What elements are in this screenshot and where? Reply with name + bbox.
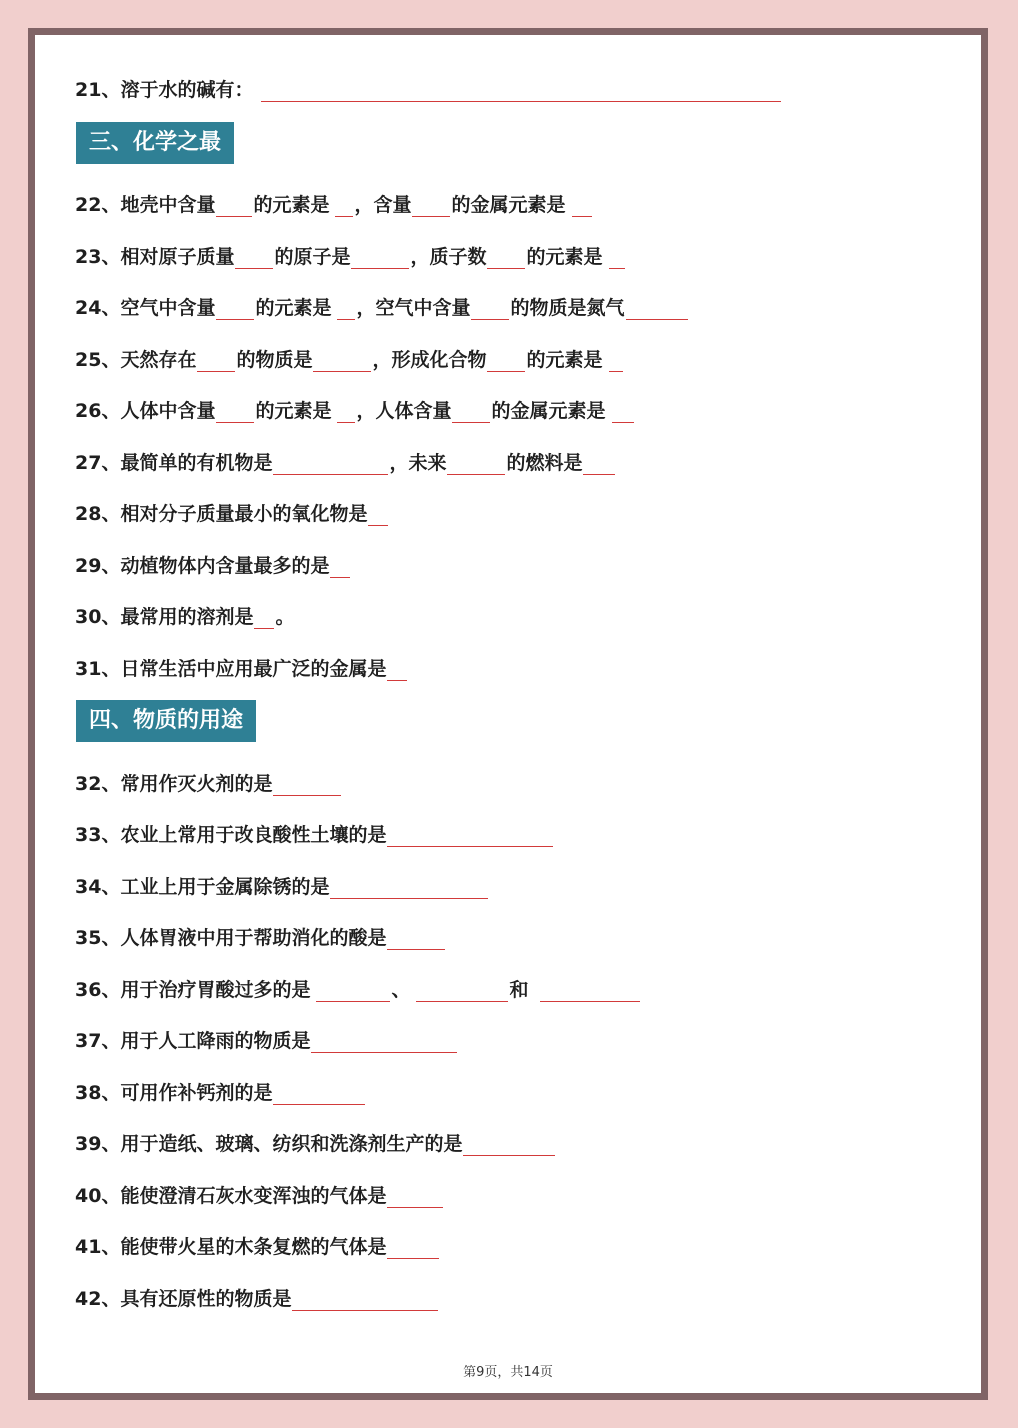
answer-blank[interactable] <box>197 352 235 372</box>
question-23-text-4: 的元素是 <box>526 246 603 268</box>
answer-blank[interactable] <box>235 249 273 269</box>
question-26 <box>75 393 635 423</box>
question-23-text-1: 23、相对原子质量 <box>75 246 235 268</box>
question-41-text: 41、能使带火星的木条复燃的气体是 <box>75 1236 387 1258</box>
question-27-text-3: 的燃料是 <box>506 452 583 474</box>
section-heading-3: 三、化学之最 <box>76 122 234 164</box>
question-26-text-4: 的金属元素是 <box>491 400 606 422</box>
answer-blank[interactable] <box>335 197 353 217</box>
question-33-text: 33、农业上常用于改良酸性土壤的是 <box>75 824 387 846</box>
answer-blank[interactable] <box>311 1033 457 1053</box>
question-28 <box>75 496 389 526</box>
question-35-text: 35、人体胃液中用于帮助消化的酸是 <box>75 927 387 949</box>
question-23-text-3: ，质子数 <box>410 246 487 268</box>
answer-blank[interactable] <box>612 403 634 423</box>
answer-blank[interactable] <box>387 1188 443 1208</box>
question-40-text: 40、能使澄清石灰水变浑浊的气体是 <box>75 1185 387 1207</box>
question-25-text-2: 的物质是 <box>236 349 313 371</box>
question-41 <box>75 1229 440 1259</box>
question-34-text: 34、工业上用于金属除锈的是 <box>75 876 330 898</box>
answer-blank[interactable] <box>273 455 388 475</box>
question-21-text: 21、溶于水的碱有： <box>75 79 254 101</box>
question-31-text: 31、日常生活中应用最广泛的金属是 <box>75 658 387 680</box>
answer-blank[interactable] <box>337 403 355 423</box>
question-35 <box>75 920 446 950</box>
question-36-text-2: 、 <box>391 979 411 1001</box>
answer-blank[interactable] <box>351 249 409 269</box>
question-39-text: 39、用于造纸、玻璃、纺织和洗涤剂生产的是 <box>75 1133 463 1155</box>
answer-blank[interactable] <box>387 1239 439 1259</box>
answer-blank[interactable] <box>487 352 525 372</box>
answer-blank[interactable] <box>609 249 625 269</box>
answer-blank[interactable] <box>368 506 388 526</box>
answer-blank[interactable] <box>626 300 688 320</box>
question-37 <box>75 1023 458 1053</box>
question-21 <box>75 72 782 102</box>
document-page <box>35 35 981 1393</box>
question-26-text-1: 26、人体中含量 <box>75 400 216 422</box>
question-25 <box>75 342 624 372</box>
page-footer: 第9页，共14页 <box>463 1365 553 1380</box>
answer-blank[interactable] <box>540 982 640 1002</box>
question-40 <box>75 1178 444 1208</box>
question-31 <box>75 651 408 681</box>
question-22 <box>75 187 593 217</box>
answer-blank[interactable] <box>216 300 254 320</box>
answer-blank[interactable] <box>261 82 781 102</box>
answer-blank[interactable] <box>387 661 407 681</box>
question-42-text: 42、具有还原性的物质是 <box>75 1288 292 1310</box>
answer-blank[interactable] <box>273 776 341 796</box>
answer-blank[interactable] <box>572 197 592 217</box>
question-24-text-2: 的元素是 <box>255 297 332 319</box>
question-37-text: 37、用于人工降雨的物质是 <box>75 1030 311 1052</box>
answer-blank[interactable] <box>330 558 350 578</box>
question-26-text-2: 的元素是 <box>255 400 332 422</box>
question-23-text-2: 的原子是 <box>274 246 351 268</box>
answer-blank[interactable] <box>416 982 508 1002</box>
question-27-text-1: 27、最简单的有机物是 <box>75 452 273 474</box>
answer-blank[interactable] <box>216 197 252 217</box>
question-33 <box>75 817 554 847</box>
question-42 <box>75 1281 439 1311</box>
question-28-text: 28、相对分子质量最小的氧化物是 <box>75 503 368 525</box>
question-24 <box>75 290 689 320</box>
section-heading-4: 四、物质的用途 <box>76 700 256 742</box>
question-29 <box>75 548 351 578</box>
answer-blank[interactable] <box>254 609 274 629</box>
question-34 <box>75 869 489 899</box>
answer-blank[interactable] <box>583 455 615 475</box>
question-30-text: 30、最常用的溶剂是 <box>75 606 254 628</box>
answer-blank[interactable] <box>452 403 490 423</box>
question-36-text-3: 和 <box>509 979 529 1001</box>
question-25-text-4: 的元素是 <box>526 349 603 371</box>
answer-blank[interactable] <box>387 827 553 847</box>
question-25-text-3: ，形成化合物 <box>372 349 487 371</box>
answer-blank[interactable] <box>609 352 623 372</box>
answer-blank[interactable] <box>292 1291 438 1311</box>
question-24-text-1: 24、空气中含量 <box>75 297 216 319</box>
answer-blank[interactable] <box>463 1136 555 1156</box>
question-22-text-3: ，含量 <box>354 194 412 216</box>
answer-blank[interactable] <box>273 1085 365 1105</box>
answer-blank[interactable] <box>487 249 525 269</box>
page-frame <box>28 28 988 1400</box>
answer-blank[interactable] <box>447 455 505 475</box>
answer-blank[interactable] <box>471 300 509 320</box>
answer-blank[interactable] <box>412 197 450 217</box>
answer-blank[interactable] <box>330 879 488 899</box>
answer-blank[interactable] <box>316 982 390 1002</box>
question-23 <box>75 239 626 269</box>
answer-blank[interactable] <box>337 300 355 320</box>
question-38 <box>75 1075 366 1105</box>
question-25-text-1: 25、天然存在 <box>75 349 197 371</box>
question-27-text-2: ，未来 <box>389 452 447 474</box>
question-38-text: 38、可用作补钙剂的是 <box>75 1082 273 1104</box>
answer-blank[interactable] <box>313 352 371 372</box>
answer-blank[interactable] <box>387 930 445 950</box>
question-29-text: 29、动植物体内含量最多的是 <box>75 555 330 577</box>
question-36-text-1: 36、用于治疗胃酸过多的是 <box>75 979 311 1001</box>
question-30 <box>75 599 294 629</box>
question-22-text-1: 22、地壳中含量 <box>75 194 216 216</box>
question-32-text: 32、常用作灭火剂的是 <box>75 773 273 795</box>
question-26-text-3: ，人体含量 <box>356 400 452 422</box>
question-24-text-3: ，空气中含量 <box>356 297 471 319</box>
question-32 <box>75 766 342 796</box>
question-22-text-4: 的金属元素是 <box>451 194 566 216</box>
question-24-text-4: 的物质是氮气 <box>510 297 625 319</box>
question-27 <box>75 445 616 475</box>
answer-blank[interactable] <box>216 403 254 423</box>
question-22-text-2: 的元素是 <box>253 194 330 216</box>
question-36 <box>75 972 641 1002</box>
question-30-period: 。 <box>275 606 295 628</box>
question-39 <box>75 1126 556 1156</box>
